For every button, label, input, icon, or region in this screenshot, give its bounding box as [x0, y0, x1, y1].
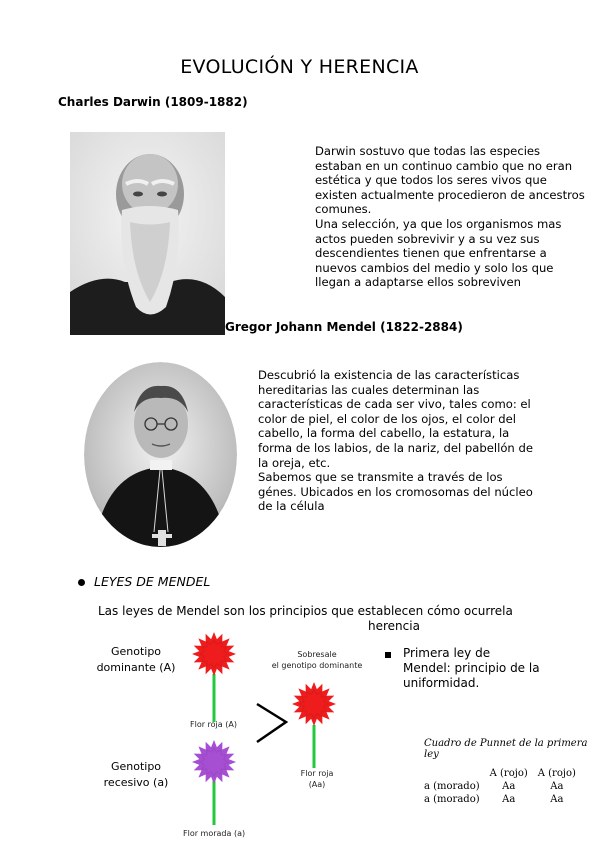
- cross-arrow: [257, 704, 286, 742]
- purple-flower: [192, 740, 236, 784]
- punnet-cell: Aa: [502, 781, 516, 792]
- darwin-portrait: [70, 132, 225, 335]
- punnet-cell: Aa: [550, 781, 564, 792]
- result-flower: [292, 682, 336, 726]
- laws-intro-line2: herencia: [368, 619, 420, 633]
- punnet-row: [424, 793, 581, 806]
- darwin-text: Darwin sostuvo que todas las especies estaban en un continuo cambio que no eran estética y que todos los seres vivos que existen actualmente procedieron de ancestros comunes. Una selección, ya que los organismos mas actos pueden sobrevivir y a su vez sus descendientes tienen que enfrentarse a nuevos cambios del medio y solo los que llegan a adaptarse ellos sobreviven: [315, 144, 585, 290]
- result-caption: Flor roja (Aa): [300, 769, 334, 789]
- mendel-heading: Gregor Johann Mendel (1822-2884): [225, 320, 463, 334]
- darwin-heading: Charles Darwin (1809-1882): [58, 95, 248, 109]
- punnet-cell: Aa: [550, 794, 564, 805]
- punnet-cell: A (rojo): [489, 768, 528, 779]
- punnet-row: [424, 780, 581, 793]
- recessive-label: Genotipo recesivo (a): [103, 760, 169, 789]
- laws-intro-line1: Las leyes de Mendel son los principios que establecen cómo ocurrela: [98, 604, 513, 618]
- punnet-table: [424, 767, 581, 806]
- punnet-cell: a (morado): [424, 794, 480, 805]
- punnet-header-row: [424, 767, 581, 780]
- page-title: EVOLUCIÓN Y HERENCIA: [180, 56, 419, 78]
- punnet-cell: Aa: [502, 794, 516, 805]
- laws-bullet: LEYES DE MENDEL: [94, 574, 211, 589]
- bullet-dot: [78, 579, 85, 586]
- red-flower-caption: Flor roja (A): [190, 720, 237, 729]
- punnet-cell: [424, 767, 485, 780]
- square-bullet: [385, 652, 391, 658]
- dominant-label: Genotipo dominante (A): [96, 645, 176, 674]
- mendel-portrait: [84, 362, 237, 547]
- purple-flower-caption: Flor morada (a): [183, 829, 246, 838]
- red-flower: [192, 632, 236, 676]
- mendel-text: Descubrió la existencia de las características hereditarias las cuales determinan las características de cada ser vivo, tales como: el color de piel, el color de los ojos, el color del cabello, la forma del cabello, la estatura, la forma de los labios, de la nariz, del pabellón de la oreja, etc. Sabemos que se transmite a través de los génes. Ubicados en los cromosomas del núcleo de la célula: [258, 368, 533, 514]
- result-top-label: Sobresale el genotipo dominante: [271, 650, 363, 670]
- first-law-text: Primera ley de Mendel: principio de la uniformidad.: [403, 646, 540, 690]
- punnet-title: Cuadro de Punnet de la primera ley: [424, 738, 588, 760]
- punnet-cell: a (morado): [424, 781, 480, 792]
- punnet-cell: A (rojo): [537, 768, 576, 779]
